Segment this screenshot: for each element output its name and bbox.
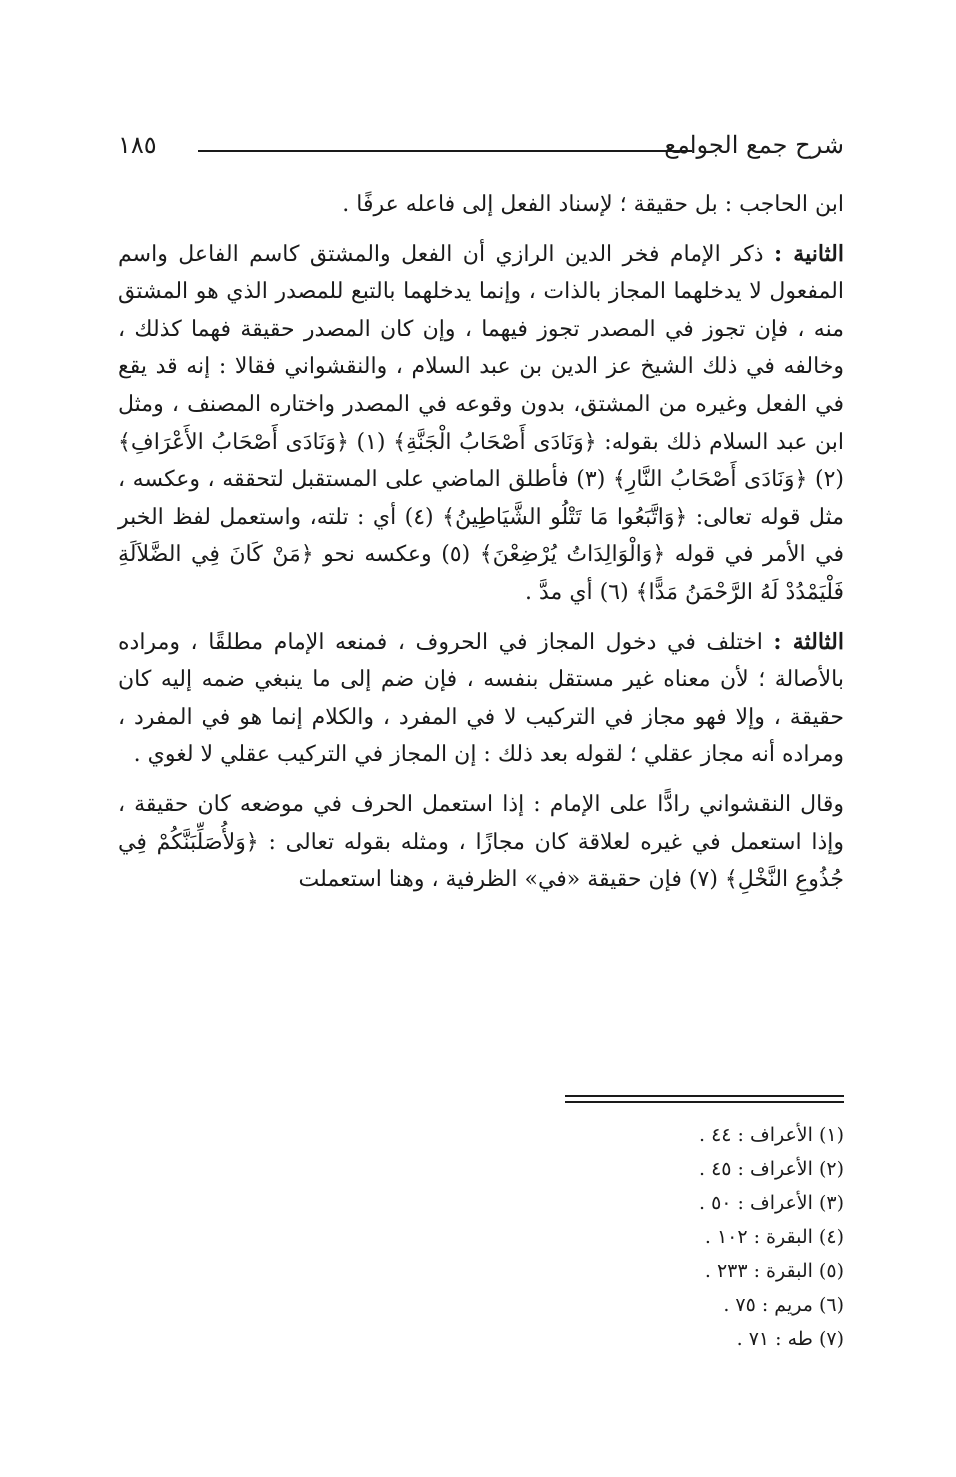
paragraph-4-text: وقال النقشواني رادًّا على الإمام : إذا استعمل الحرف في موضعه كان حقيقة ، وإذا استعمل في غيره لعلاقة كان مجازًا ، ومثله بقوله تعالى : ﴿وَلأُصَلِّبَنَّكُمْ فِي جُذُوعِ النَّخْلِ﴾ (٧) فإن حقيقة «في» الظرفية ، وهنا استعملت bbox=[118, 791, 844, 893]
footnote-3: (٣) الأعراف : ٥٠ . bbox=[699, 1192, 844, 1214]
footnote-1: (١) الأعراف : ٤٤ . bbox=[699, 1124, 844, 1146]
paragraph-2-text: ذكر الإمام فخر الدين الرازي أن الفعل والمشتق كاسم الفاعل واسم المفعول لا يدخلهما المجاز بالذات ، وإنما يدخلهما بالتبع للمصدر الذي هو المشتق منه ، فإن تجوز في المصدر تجوز فيهما ، وإن كان المصدر حقيقة فهما كذلك ، وخالفه في ذلك الشيخ عز الدين بن عبد السلام ، والنقشواني فقالا : إنه قد يقع في الفعل وغيره من المشتق، بدون وقوعه في المصدر واختاره المصنف ، ومثل ابن عبد السلام ذلك بقوله: ﴿وَنَادَى أَصْحَابُ الْجَنَّةِ﴾ (١) ﴿وَنَادَى أَصْحَابُ الأَعْرَافِ﴾ (٢) ﴿وَنَادَى أَصْحَابُ النَّارِ﴾ (٣) فأطلق الماضي على المستقبل لتحققه ، وعكسه ، مثل قوله تعالى: ﴿وَاتَّبَعُوا مَا تَتْلُو الشَّيَاطِينُ﴾ (٤) أي : تلته، واستعمل لفظ الخبر في الأمر في قوله ﴿وَالْوَالِدَاتُ يُرْضِعْنَ﴾ (٥) وعكسه نحو ﴿مَنْ كَانَ فِي الضَّلاَلَةِ فَلْيَمْدُدْ لَهُ الرَّحْمَنُ مَدًّا﴾ (٦) أي مدَّ . bbox=[118, 241, 844, 605]
section-lead-second: الثانية : bbox=[774, 240, 844, 267]
paragraph-1 bbox=[118, 186, 844, 224]
footnote-7: (٧) طه : ٧١ . bbox=[736, 1328, 844, 1350]
footnote-separator-bottom bbox=[565, 1101, 844, 1103]
header-rule bbox=[198, 150, 692, 152]
footnote-5: (٥) البقرة : ٢٣٣ . bbox=[704, 1260, 844, 1282]
footnote-2: (٢) الأعراف : ٤٥ . bbox=[699, 1158, 844, 1180]
main-text bbox=[118, 186, 844, 911]
paragraph-3-text: اختلف في دخول المجاز في الحروف ، فمنعه الإمام مطلقًا ، ومراده بالأصالة ؛ لأن معناه غير مستقل بنفسه ، فإن ضم إلى ما ينبغي ضمه إليه كان حقيقة ، وإلا فهو مجاز في التركيب لا في المفرد ، والكلام إنما هو في المفرد ، ومراده أنه مجاز عقلي ؛ لقوله بعد ذلك : إن المجاز في التركيب عقلي لا لغوي . bbox=[118, 629, 844, 768]
paragraph-1-text: ابن الحاجب : بل حقيقة ؛ لإسناد الفعل إلى فاعله عرفًا . bbox=[342, 192, 844, 217]
footnote-6: (٦) مريم : ٧٥ . bbox=[723, 1294, 844, 1316]
paragraph-4 bbox=[118, 786, 844, 899]
paragraph-2 bbox=[118, 236, 844, 612]
running-header bbox=[118, 128, 844, 168]
book-title: شرح جمع الجوامع bbox=[664, 131, 844, 159]
paragraph-3 bbox=[118, 624, 844, 774]
footnote-separator-top bbox=[565, 1095, 844, 1097]
footnotes bbox=[444, 1118, 844, 1356]
section-lead-third: الثالثة : bbox=[773, 628, 844, 655]
footnote-4: (٤) البقرة : ١٠٢ . bbox=[704, 1226, 844, 1248]
page-number: ١٨٥ bbox=[118, 131, 157, 159]
